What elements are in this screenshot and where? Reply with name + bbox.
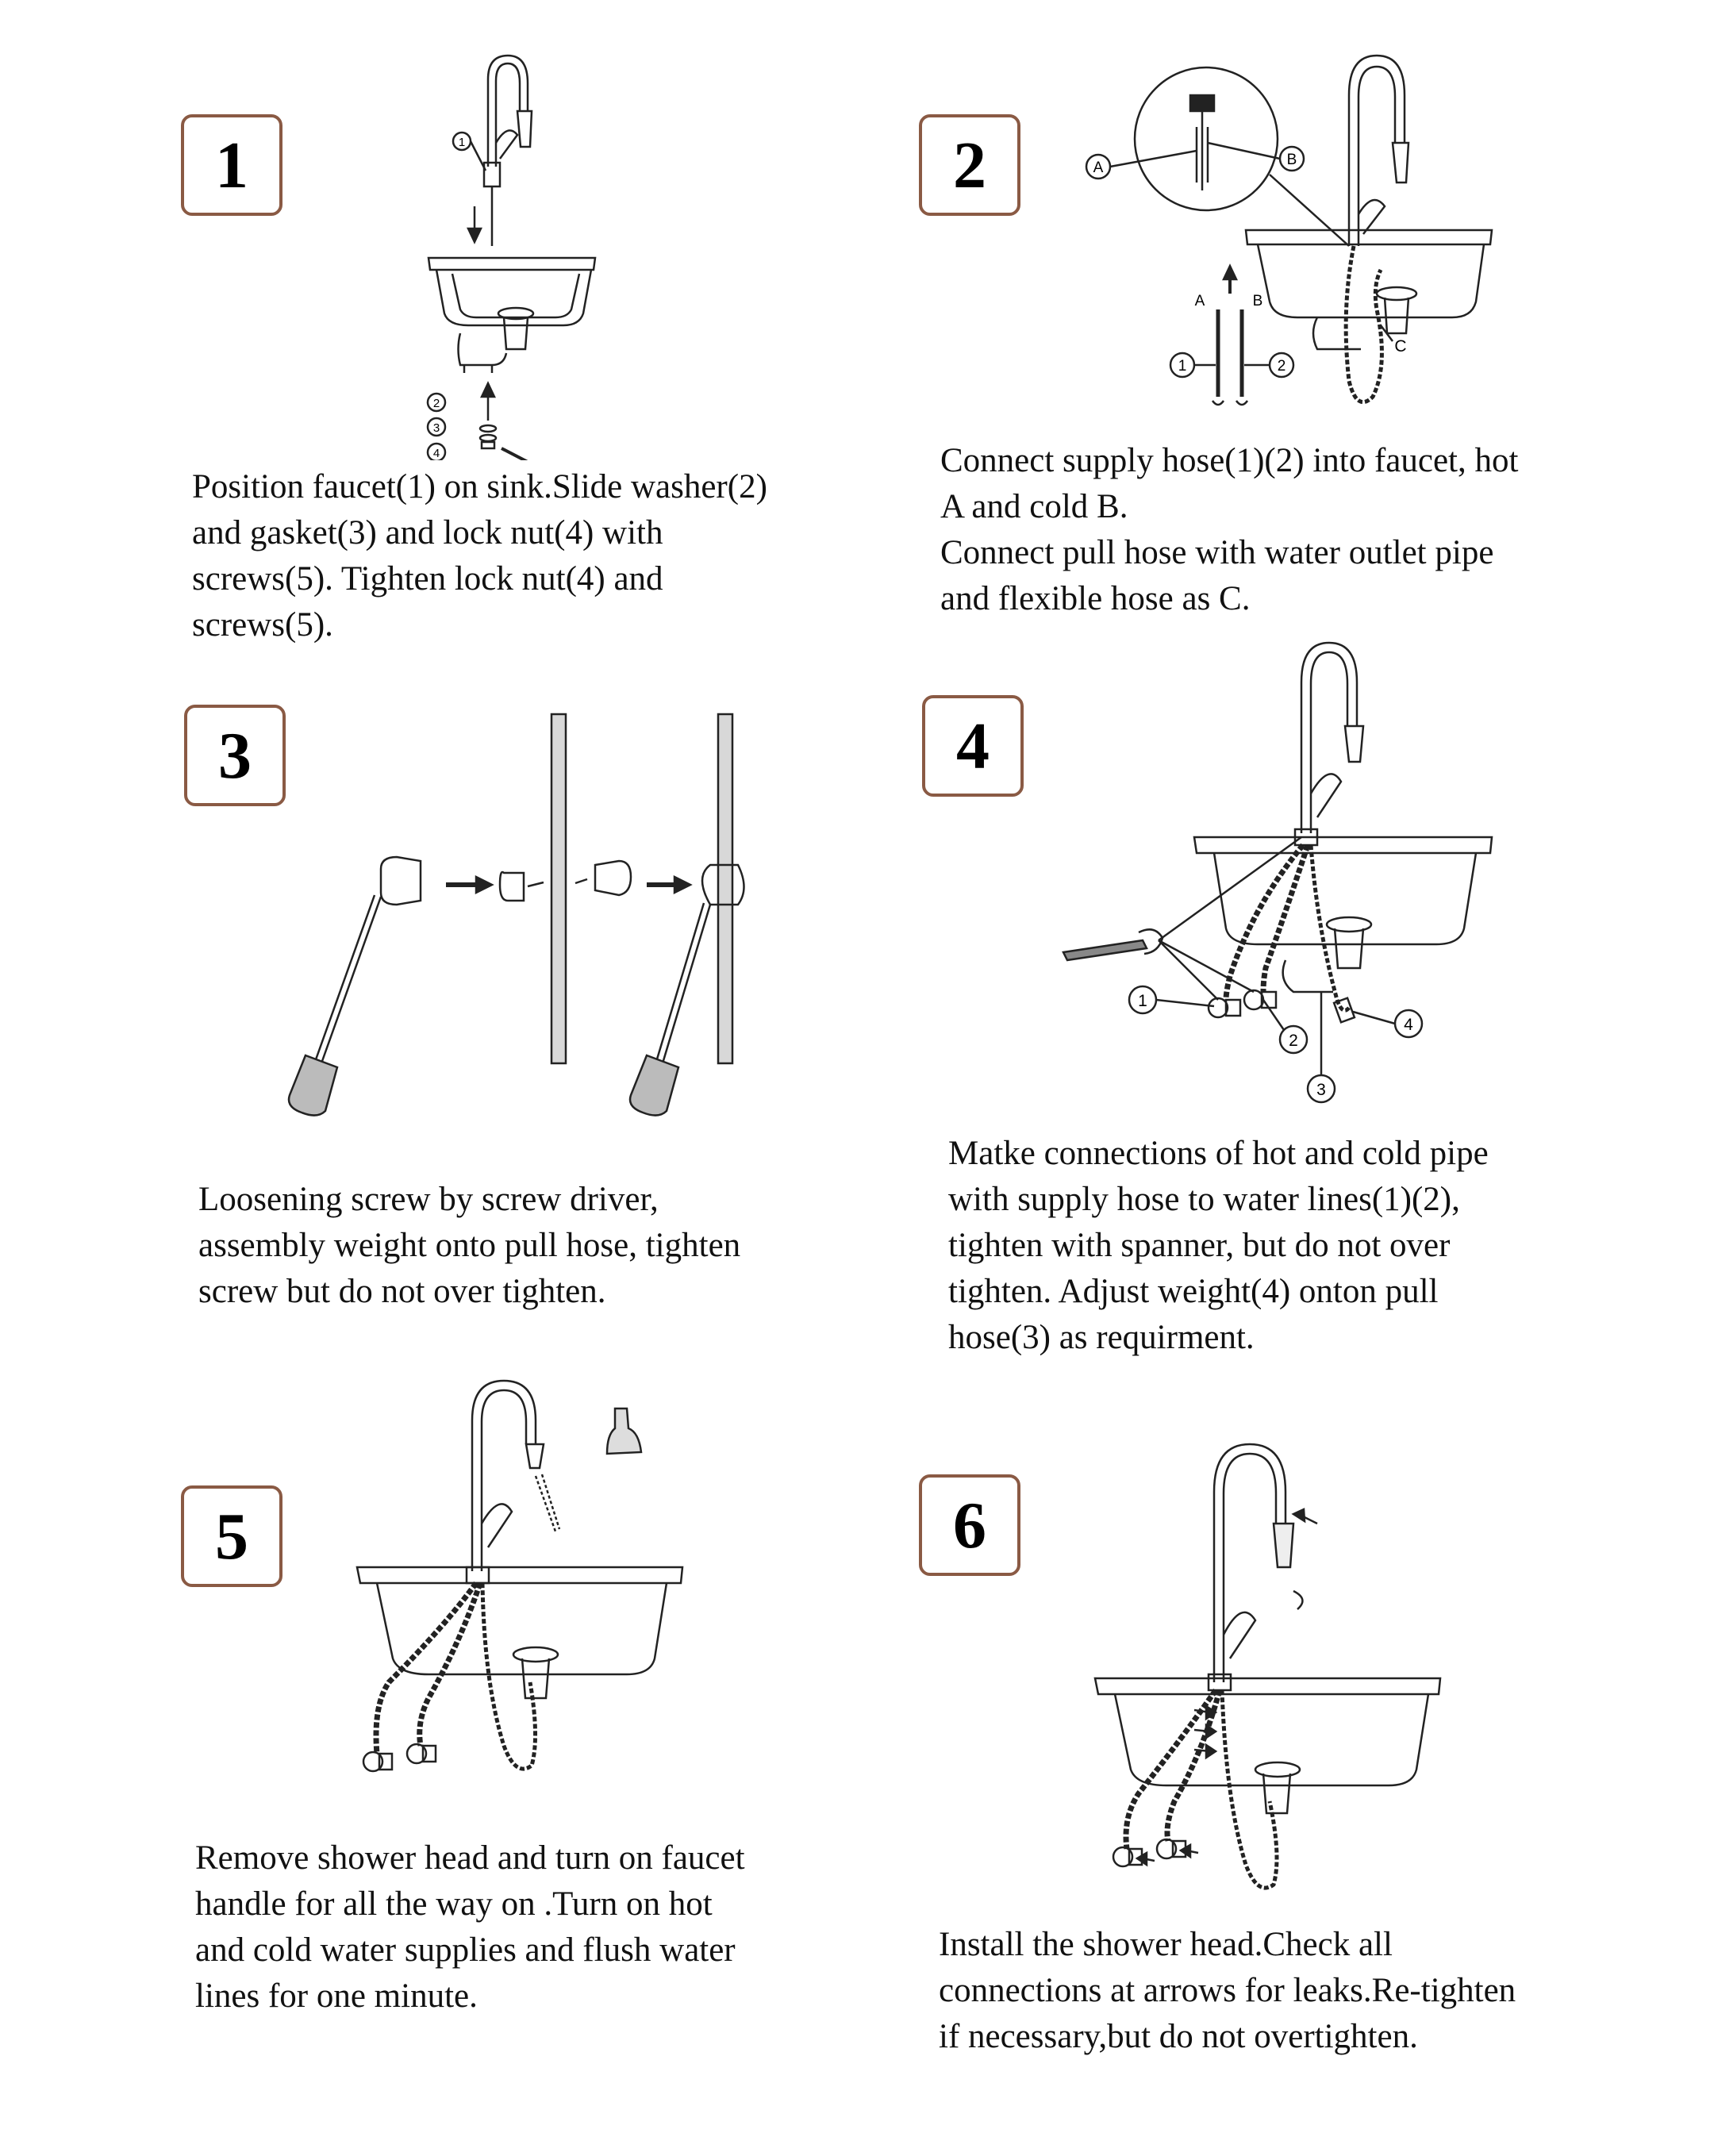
- step-1-callout-3: 3: [432, 421, 440, 435]
- step-5-line-1: Remove shower head and turn on faucet: [195, 1839, 745, 1877]
- step-3-line-1: Loosening screw by screw driver,: [198, 1181, 659, 1218]
- step-1-line-4: screws(5).: [192, 606, 333, 644]
- step-5-line-4: lines for one minute.: [195, 1977, 478, 2015]
- step-2-callout-a-zoom: A: [1093, 159, 1104, 176]
- step-1-instructions: [192, 464, 767, 648]
- step-4-callout-4: 4: [1404, 1016, 1413, 1034]
- step-4-line-4: tighten. Adjust weight(4) onton pull: [948, 1273, 1439, 1310]
- step-4-line-1: Matke connections of hot and cold pipe: [948, 1135, 1489, 1172]
- step-5-number: 5: [215, 1499, 248, 1574]
- step-2-line-4: and flexible hose as C.: [940, 580, 1251, 617]
- step-3-illustration: [262, 706, 770, 1119]
- step-1-callout-2: 2: [432, 397, 440, 410]
- step-5-number-box: [181, 1485, 282, 1587]
- step-1-line-2: and gasket(3) and lock nut(4) with: [192, 514, 663, 551]
- step-4-line-3: tighten with spanner, but do not over: [948, 1227, 1451, 1264]
- step-5-line-3: and cold water supplies and flush water: [195, 1931, 736, 1969]
- step-2-callout-b: B: [1252, 293, 1263, 309]
- step-5-line-2: handle for all the way on .Turn on hot: [195, 1885, 713, 1923]
- step-4-callout-1: 1: [1138, 992, 1147, 1010]
- step-3-instructions: [198, 1177, 740, 1315]
- step-2-callout-a: A: [1194, 293, 1205, 309]
- step-4-number-box: [922, 695, 1024, 797]
- step-2-line-3: Connect pull hose with water outlet pipe: [940, 534, 1494, 571]
- step-1-line-1: Position faucet(1) on sink.Slide washer(2): [192, 468, 767, 505]
- step-1-illustration: [413, 48, 619, 460]
- step-4-callout-3: 3: [1316, 1081, 1326, 1099]
- step-2-callout-1: 1: [1178, 358, 1187, 375]
- step-1-callout-1: 1: [458, 136, 466, 149]
- step-2-number: 2: [953, 128, 986, 202]
- step-6-line-3: if necessary,but do not overtighten.: [939, 2018, 1418, 2055]
- step-4-illustration: [1055, 627, 1508, 1119]
- step-2-line-1: Connect supply hose(1)(2) into faucet, hot: [940, 442, 1519, 479]
- step-6-number: 6: [953, 1488, 986, 1562]
- step-3-line-2: assembly weight onto pull hose, tighten: [198, 1227, 741, 1264]
- step-3-line-3: screw but do not over tighten.: [198, 1273, 606, 1310]
- step-1-callout-4: 4: [432, 447, 440, 460]
- step-2-number-box: [919, 114, 1020, 216]
- step-4-line-2: with supply hose to water lines(1)(2),: [948, 1181, 1460, 1218]
- step-1-number: 1: [215, 128, 248, 202]
- step-6-number-box: [919, 1474, 1020, 1576]
- step-1-number-box: [181, 114, 282, 216]
- step-4-instructions: [948, 1131, 1489, 1361]
- step-4-line-5: hose(3) as requirment.: [948, 1319, 1255, 1356]
- step-6-line-2: connections at arrows for leaks.Re-tighten: [939, 1972, 1516, 2009]
- step-6-line-1: Install the shower head.Check all: [939, 1926, 1393, 1963]
- step-4-number: 4: [956, 709, 990, 783]
- step-5-instructions: [195, 1835, 745, 2020]
- step-2-callout-c: C: [1394, 337, 1407, 355]
- step-2-illustration: [1079, 48, 1508, 436]
- step-3-number: 3: [218, 718, 252, 793]
- step-2-callout-2: 2: [1277, 358, 1286, 375]
- step-4-callout-2: 2: [1289, 1032, 1298, 1050]
- step-6-instructions: [939, 1922, 1516, 2060]
- step-2-instructions: [940, 438, 1518, 622]
- step-5-illustration: [349, 1365, 698, 1809]
- step-1-line-3: screws(5). Tighten lock nut(4) and: [192, 560, 663, 598]
- step-2-line-2: A and cold B.: [940, 488, 1128, 525]
- step-2-callout-b-zoom: B: [1286, 152, 1297, 168]
- step-6-illustration: [1079, 1420, 1460, 1928]
